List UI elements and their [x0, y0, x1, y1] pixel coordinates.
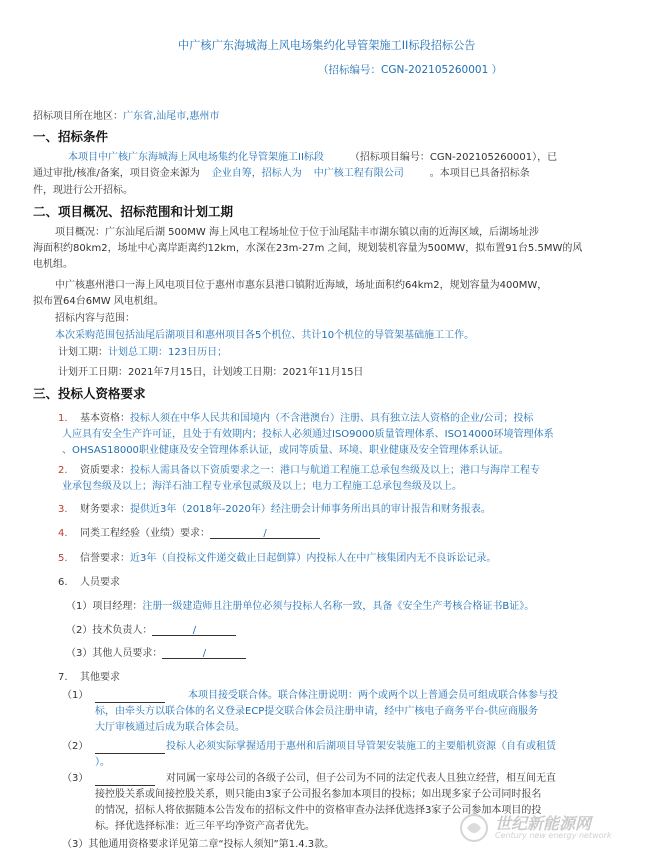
other-3-number: （3）	[62, 773, 89, 784]
personnel-1-label: （1）项目经理：	[66, 601, 143, 612]
watermark-url: Century new energy network	[495, 831, 612, 840]
item-1-line-1	[80, 412, 533, 426]
other-1-number: （1）	[62, 690, 89, 701]
other-2-underline	[95, 740, 165, 754]
other-3-line-1: 对同属一家母公司的各级子公司，但子公司为不同的法定代表人且独立经营，相互间无直	[166, 773, 556, 784]
item-5-line	[80, 552, 496, 566]
location-label: 招标项目所在地区：	[33, 111, 123, 122]
item-3-line	[80, 503, 491, 517]
item-5-number: 5.	[58, 553, 68, 564]
personnel-3-value: /	[202, 648, 207, 659]
overview-line-1: 项目概况：广东汕尾后湖 500MW 海上风电工程场址位于位于汕尾陆丰市湖东镇以南的近海区域，后湖场址涉	[55, 227, 539, 238]
other-1-line-2: 标，由牵头方以联合体的名义登录ECP提交联合体会员注册申请，经中广核电子商务平台-供应商服务	[95, 706, 538, 717]
plan-line	[58, 346, 227, 360]
overview-line-2: 海面积约80km2，场址中心离岸距离约12km，水深在23m-27m 之间，规划装机容量为500MW，拟布置91台5.5MW的风	[33, 243, 583, 254]
plan-text: 计划总工期：123日历日；	[108, 347, 228, 358]
scope-label: 招标内容与范围：	[55, 313, 135, 324]
section-2-heading: 二、项目概况、招标范围和计划工期	[33, 204, 234, 219]
overview-line-4: 中广核惠州港口一海上风电项目位于惠州市惠东县港口镇附近海域，场址面积约64km2，规划容量为400MW，	[55, 280, 548, 291]
location-line	[33, 110, 219, 124]
location-value: 广东省,汕尾市,惠州市	[123, 111, 220, 122]
watermark-text: 世纪新能源网	[495, 814, 592, 833]
plan-label: 计划工期：	[58, 347, 108, 358]
item-5-text: 近3年（自投标文件递交截止日起倒算）内投标人在中广核集团内无不良诉讼记录。	[130, 553, 497, 564]
personnel-2-label: （2）技术负责人：	[66, 625, 153, 636]
item-5-label: 信誉要求：	[80, 553, 130, 564]
item-4-number: 4.	[58, 528, 68, 539]
item-3-number: 3.	[58, 504, 68, 515]
item-2-number: 2.	[58, 465, 68, 476]
item-2-label: 资质要求：	[80, 465, 130, 476]
section-1-heading: 一、招标条件	[33, 129, 109, 144]
other-1-underline	[95, 689, 165, 703]
other-3-line-3: 的情况，招标人将依据随本公告发布的招标文件中的资格审查办法择优选择3家子公司参加本项目的投	[95, 805, 542, 816]
project-code: （招标项目编号：CGN-202105260001），已	[349, 152, 558, 163]
personnel-3-label: （3）其他人员要求：	[66, 648, 163, 659]
other-2-line-1: 投标人必须实际掌握适用于惠州和后湖项目导管架安装施工的主要船机资源（自有或租赁	[166, 741, 556, 752]
item-1-line-3: 、OHSAS18000职业健康及安全管理体系认证，或同等质量、环境、职业健康及安全管理体系认证。	[62, 445, 509, 456]
item-1-number: 1.	[58, 413, 68, 424]
item-1-text: 投标人须在中华人民共和国境内（不含港澳台）注册、具有独立法人资格的企业/公司；投标	[130, 413, 534, 424]
overview-line-3: 电机组。	[33, 259, 73, 270]
item-3-label: 财务要求：	[80, 504, 130, 515]
item-1-label: 基本资格：	[80, 413, 130, 424]
personnel-2-line	[66, 624, 236, 638]
overview-line-5: 拟布置64台6MW 风电机组。	[33, 296, 164, 307]
item-2-text: 投标人需具备以下资质要求之一：港口与航道工程施工总承包叁级及以上；港口与海岸工程专	[130, 465, 540, 476]
item-4-value: /	[263, 528, 267, 539]
item-2-line-2: 业承包叁级及以上；海洋石油工程专业承包贰级及以上；电力工程施工总承包叁级及以上。	[62, 481, 462, 492]
tenderer-name: 中广核工程有限公司	[313, 168, 404, 179]
item-6-number: 6.	[58, 577, 68, 588]
item-7-label: 其他要求	[80, 672, 120, 683]
schedule-dates: 计划开工日期：2021年7月15日，计划竣工日期：2021年11月15日	[58, 367, 364, 378]
item-6-label: 人员要求	[80, 577, 120, 588]
page-title: 中广核广东海城海上风电场集约化导管架施工II标段招标公告	[178, 39, 476, 52]
scope-text: 本次采购范围包括汕尾后湖项目和惠州项目各5个机位、共计10个机位的导管架基础施工工作。	[55, 330, 475, 341]
item-4-label: 同类工程经验（业绩）要求：	[80, 528, 210, 539]
other-1-line-3: 大厅审核通过后成为联合体会员。	[95, 722, 245, 733]
personnel-3-line	[66, 647, 246, 661]
other-2-number: （2）	[62, 741, 89, 752]
personnel-2-value: /	[192, 625, 197, 636]
item-4-line	[80, 527, 320, 541]
personnel-1-text: 注册一级建造师且注册单位必须与投标人名称一致，具备《安全生产考核合格证书B证》。	[142, 601, 535, 612]
other-2-line-2: ）。	[95, 757, 110, 768]
section-1-line-3: 件，现进行公开招标。	[33, 185, 133, 196]
section-3-heading: 三、投标人资格要求	[33, 386, 146, 401]
item-2-line-1	[80, 464, 540, 478]
other-4-line: （3）其他通用资格要求详见第二章“投标人须知”第1.4.3款。	[62, 839, 335, 850]
bid-number: （招标编号：CGN-202105260001 ）	[318, 64, 503, 76]
section-1-line-1	[68, 151, 557, 165]
item-7-number: 7.	[58, 672, 68, 683]
item-1-line-2: 人应具有安全生产许可证，且处于有效期内；投标人必须通过ISO9000质量管理体系、ISO14000环境管理体系	[62, 429, 554, 440]
other-1-line-1: 本项目接受联合体。联合体注册说明：两个或两个以上普通会员可组成联合体参与投	[188, 690, 558, 701]
fund-source: 企业自筹，招标人为	[211, 168, 302, 179]
item-3-text: 提供近3年（2018年-2020年）经注册会计师事务所出具的审计报告和财务报表。	[130, 504, 491, 515]
other-3-underline	[95, 772, 155, 786]
section-1-line-2	[33, 167, 530, 181]
other-3-line-2: 接控股关系或间接控股关系，则只能由3家子公司报名参加本项目的投标；如出现多家子公司同时报名	[95, 789, 542, 800]
other-3-line-4: 标。择优选择标准：近三年平均净资产高者优先。	[95, 821, 315, 832]
text-segment: 。本项目已具备招标条	[429, 168, 530, 179]
text-segment: 通过审批/核准/备案，项目资金来源为	[33, 168, 200, 179]
personnel-1-line	[66, 600, 534, 614]
project-name: 本项目中广核广东海城海上风电场集约化导管架施工II标段	[68, 152, 324, 163]
watermark	[457, 811, 657, 845]
